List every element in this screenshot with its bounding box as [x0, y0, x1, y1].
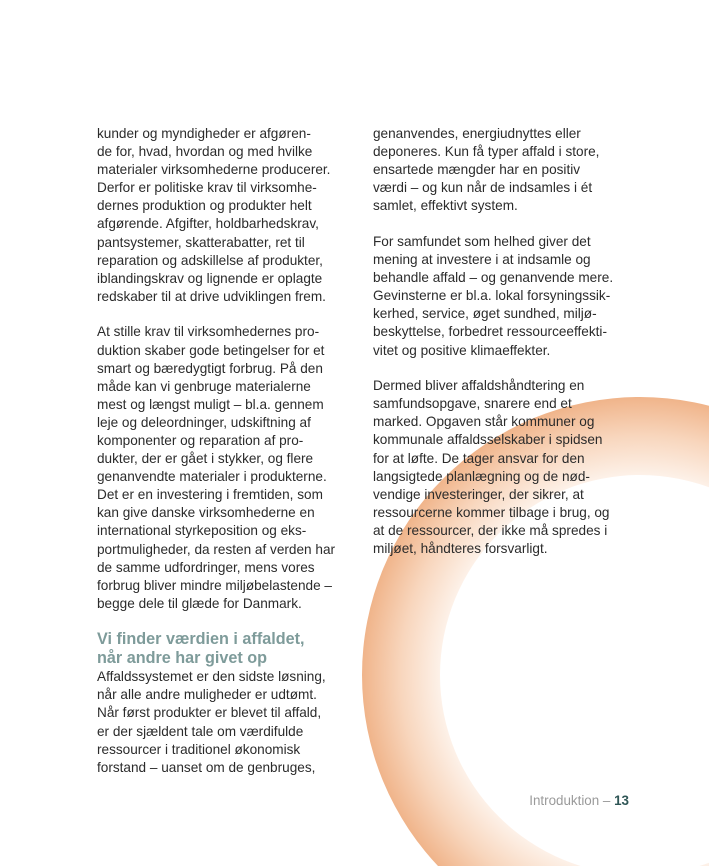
footer-separator: – — [599, 793, 615, 808]
page-number: 13 — [614, 793, 629, 808]
right-paragraph-1: genanvendes, energiudnyttes eller deponeres. Kun få typer affald i store, ensartede mængder har en positiv værdi – og kun når de indsamles i ét samlet, effektivt system. — [373, 126, 600, 214]
section-heading: Vi finder værdien i affaldet, når andre har givet op — [97, 630, 305, 667]
right-paragraph-3: Dermed bliver affaldshåndtering en samfundsopgave, snarere end et marked. Opgaven står kommuner og kommunale affaldsselskaber i spidsen for at løfte. De tager ansvar for den langsigtede planlægning og de nød- vendige investeringer, der sikrer, at ressourcerne kommer tilbage i brug, og at de ressourcer, der ikke må spredes i miljøet, håndteres forsvarligt. — [373, 378, 610, 556]
page-footer — [529, 792, 629, 810]
right-paragraph-2: For samfundet som helhed giver det mening at investere i at indsamle og behandle affald – og genanvende mere. Gevinsterne er bl.a. lokal forsyningssik- kerhed, service, øget sundhed, miljø- beskyttelse, forbedret ressourceeffekti- vitet og positive klimaeffekter. — [373, 233, 614, 358]
left-paragraph-2: At stille krav til virksomhedernes pro- duktion skaber gode betingelser for et smart og bæredygtigt forbrug. På den måde kan vi genbruge materialerne mest og længst muligt – bl.a. gennem leje og deleordninger, udskiftning af komponenter og reparation af pro- dukter, der er gået i stykker, og flere genanvendte materialer i produkterne. Det er en investering i fremtiden, som kan give danske virksomhederne en international styrkeposition og eks- portmuligheder, da resten af verden har de samme udfordringer, mens vores forbrug bliver mindre miljøbelastende – begge dele til glæde for Danmark. — [97, 324, 336, 611]
footer-section-title: Introduktion — [529, 793, 600, 808]
left-column — [97, 125, 359, 794]
left-paragraph-1: kunder og myndigheder er afgøren- de for, hvad, hvordan og med hvilke materialer virksomhederne producerer. Derfor er politiske krav til virksomhe- dernes produktion og produkter helt afgørende. Afgifter, holdbarhedskrav, pantsystemer, skatterabatter, ret til reparation og adskillelse af produkter, iblandingskrav og lignende er oplagte redskaber til at drive udviklingen frem. — [97, 126, 331, 304]
left-paragraph-3: Affaldssystemet er den sidste løsning, når alle andre muligheder er udtømt. Når først produkter er blevet til affald, er der sjældent tale om værdifulde ressourcer i traditionel økonomisk forstand – uanset om de genbruges, — [97, 669, 326, 775]
right-column — [373, 125, 635, 576]
